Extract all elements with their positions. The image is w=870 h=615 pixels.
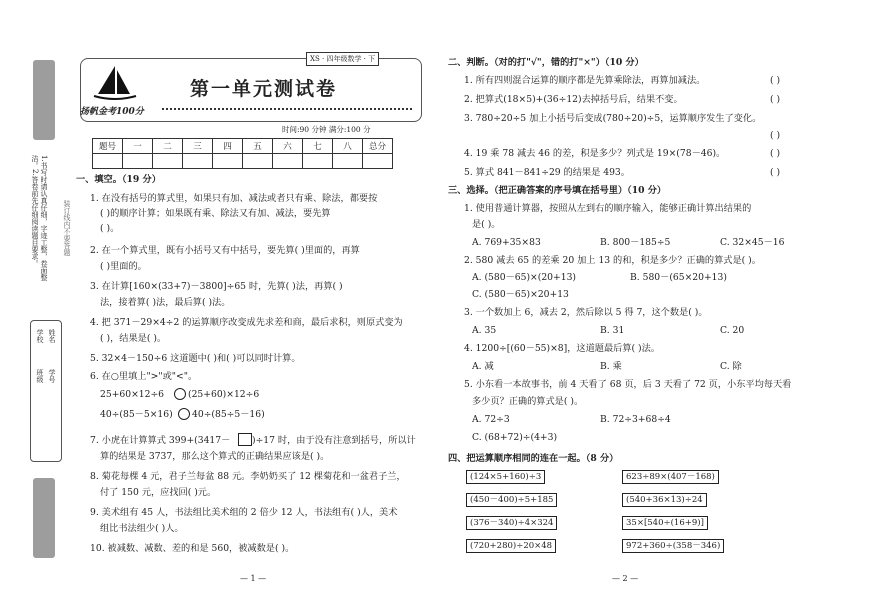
q1-line1: 1. 在没有括号的算式里，如果只有加、减法或者只有乘、除法，都要按 bbox=[90, 193, 378, 204]
binding-gray-block-top bbox=[33, 60, 55, 140]
score-head: 二 bbox=[153, 139, 183, 154]
sailboat-logo-icon bbox=[90, 64, 140, 102]
score-head: 一 bbox=[123, 139, 153, 154]
choice-3-option-b[interactable]: B. 31 bbox=[600, 325, 625, 336]
match-left-4[interactable]: (720+280)÷20×48 bbox=[466, 539, 556, 553]
choice-1-option-b[interactable]: B. 800－185÷5 bbox=[600, 237, 671, 248]
score-head: 四 bbox=[213, 139, 243, 154]
q8-line2: 付了 150 元，应找回( )元。 bbox=[100, 487, 217, 498]
score-table bbox=[92, 138, 393, 169]
choice-4-option-c[interactable]: C. 除 bbox=[720, 361, 742, 372]
title-divider bbox=[162, 108, 412, 110]
judge-2-paren[interactable]: ( ) bbox=[770, 94, 781, 105]
match-left-1[interactable]: (124×5+160)÷3 bbox=[466, 470, 545, 484]
id-field[interactable]: 学号 bbox=[48, 369, 56, 383]
judge-2: 2. 把算式(18×5)+(36÷12)去掉括号后，结果不变。 bbox=[464, 94, 683, 105]
score-cell[interactable] bbox=[303, 154, 333, 169]
choice-4: 4. 1200÷[(60－55)×8]，这道题最后算( )法。 bbox=[464, 343, 660, 354]
q6-expr-a: 25+60×12÷6 bbox=[100, 389, 165, 400]
choice-1-line2: 是( )。 bbox=[472, 219, 501, 230]
q7-line2: 算的结果是 3737，那么这个算式的正确结果应该是( )。 bbox=[100, 451, 330, 462]
score-cell[interactable] bbox=[363, 154, 393, 169]
judge-1: 1. 所有四则混合运算的顺序都是先算乘除法，再算加减法。 bbox=[464, 75, 706, 86]
choice-4-option-b[interactable]: B. 乘 bbox=[600, 361, 622, 372]
q6-expr-c: 40÷(85－5×16) bbox=[100, 409, 173, 420]
page-number-2: — 2 — bbox=[612, 574, 639, 583]
time-score: 时间:90 分钟 满分:100 分 bbox=[282, 125, 371, 134]
q7-line1a: 7. 小虎在计算算式 399+(3417－ bbox=[90, 435, 231, 446]
q9-line1: 9. 美术组有 45 人，书法组比美术组的 2 倍少 12 人，书法组有( )人，美术 bbox=[90, 507, 398, 518]
q3-line2: 法，接着算( )法，最后算( )法。 bbox=[100, 297, 231, 308]
q4-line2: ( )，结果是( )。 bbox=[100, 333, 167, 344]
score-head: 题号 bbox=[93, 139, 123, 154]
q3-line1: 3. 在计算[160×(33+7)－3800]÷65 时，先算( )法，再算( ) bbox=[90, 281, 343, 292]
blank-box[interactable] bbox=[238, 433, 252, 446]
series-label: XS · 四年级数学 · 下 bbox=[306, 52, 379, 66]
binding-instructions-box bbox=[30, 155, 60, 295]
section-3-title: 三、选择。（把正确答案的序号填在括号里）（10 分） bbox=[448, 185, 667, 196]
page-1 bbox=[70, 0, 425, 615]
choice-2-option-a[interactable]: A. (580－65)×(20+13) bbox=[472, 272, 577, 283]
match-right-3[interactable]: 35×[540÷(16+9)] bbox=[622, 516, 708, 530]
choice-5-line2: 多少页？正确的算式是( )。 bbox=[472, 396, 584, 407]
section-2-title: 二、判断。（对的打"√"，错的打"×"）（10 分） bbox=[448, 57, 644, 68]
section-1-title: 一、填空。（19 分） bbox=[76, 174, 161, 185]
score-head: 五 bbox=[243, 139, 273, 154]
choice-4-option-a[interactable]: A. 减 bbox=[472, 361, 494, 372]
student-info-box bbox=[30, 320, 62, 462]
q10: 10. 被减数、减数、差的和是 560，被减数是( )。 bbox=[90, 543, 295, 554]
q6-expr-b: (25+60)×12÷6 bbox=[188, 389, 260, 400]
class-field[interactable]: 班级 bbox=[36, 369, 44, 383]
choice-1-line1: 1. 使用普通计算器，按照从左到右的顺序输入，能够正确计算出结果的 bbox=[464, 203, 752, 214]
match-right-2[interactable]: (540+36×13)÷24 bbox=[622, 493, 707, 507]
q5: 5. 32×4－150÷6 这道题中( )和( )可以同时计算。 bbox=[90, 353, 301, 364]
judge-3: 3. 780÷20÷5 加上小括号后变成(780÷20)÷5，运算顺序发生了变化。 bbox=[464, 113, 762, 124]
judge-3-paren[interactable]: ( ) bbox=[770, 130, 781, 141]
score-cell[interactable] bbox=[93, 154, 123, 169]
choice-3-option-a[interactable]: A. 35 bbox=[472, 325, 497, 336]
score-cell[interactable] bbox=[183, 154, 213, 169]
choice-3: 3. 一个数加上 6，减去 2，然后除以 5 得 7，这个数是( )。 bbox=[464, 307, 708, 318]
compare-circle[interactable] bbox=[178, 408, 190, 420]
match-right-4[interactable]: 972+360÷(358－346) bbox=[622, 539, 724, 553]
q2-line2: ( )里面的。 bbox=[100, 261, 147, 272]
score-cell[interactable] bbox=[333, 154, 363, 169]
page-2 bbox=[440, 0, 870, 615]
q2-line1: 2. 在一个算式里，既有小括号又有中括号，要先算( )里面的，再算 bbox=[90, 245, 360, 256]
score-head: 总分 bbox=[363, 139, 393, 154]
choice-2-option-b[interactable]: B. 580－(65×20+13) bbox=[630, 272, 727, 283]
choice-5-option-b[interactable]: B. 72÷3+68÷4 bbox=[600, 414, 671, 425]
school-field[interactable]: 学校 bbox=[36, 329, 44, 343]
choice-2: 2. 580 减去 65 的差乘 20 加上 13 的和，积是多少？正确的算式是( )。 bbox=[464, 255, 761, 266]
section-4-title: 四、把运算顺序相同的连在一起。（8 分） bbox=[448, 453, 619, 464]
score-head: 三 bbox=[183, 139, 213, 154]
score-cell[interactable] bbox=[123, 154, 153, 169]
choice-2-option-c[interactable]: C. (580－65)×20+13 bbox=[472, 289, 569, 300]
choice-1-option-c[interactable]: C. 32×45－16 bbox=[720, 237, 785, 248]
q9-line2: 组比书法组少( )人。 bbox=[100, 523, 184, 534]
q8-line1: 8. 菊花每棵 4 元，君子兰每盆 88 元。李奶奶买了 12 棵菊花和一盆君子兰， bbox=[90, 471, 406, 482]
q1-line2: ( )的顺序计算；如果既有乘、除法又有加、减法，要先算 bbox=[100, 208, 331, 219]
binding-gray-block-bottom bbox=[33, 478, 55, 558]
logo-text: 扬帆金考100分 bbox=[80, 107, 144, 117]
score-cell[interactable] bbox=[243, 154, 273, 169]
binding-instructions: 1.书写时请认真仔细，字迹工整，卷面整洁。2.答卷前先仔细阅读题目要求。 bbox=[31, 155, 48, 281]
match-right-1[interactable]: 623÷89×(407－168) bbox=[622, 470, 719, 484]
score-cell[interactable] bbox=[153, 154, 183, 169]
match-left-3[interactable]: (376－340)÷4×324 bbox=[466, 516, 557, 530]
judge-1-paren[interactable]: ( ) bbox=[770, 75, 781, 86]
score-head: 八 bbox=[333, 139, 363, 154]
score-head: 六 bbox=[273, 139, 303, 154]
q6: 6. 在○里填上">"或"<"。 bbox=[90, 371, 198, 382]
q7-line1b: )÷17 时，由于没有注意到括号，所以计 bbox=[252, 435, 416, 446]
page-title: 第一单元测试卷 bbox=[190, 78, 338, 100]
match-left-2[interactable]: (450－400)÷5+185 bbox=[466, 493, 557, 507]
choice-5-option-c[interactable]: C. (68+72)÷(4+3) bbox=[472, 432, 558, 443]
choice-1-option-a[interactable]: A. 769+35×83 bbox=[472, 237, 541, 248]
binding-notice: 装订线内不要答题 bbox=[63, 200, 71, 256]
judge-5-paren[interactable]: ( ) bbox=[770, 167, 781, 178]
judge-5: 5. 算式 841－841÷29 的结果是 493。 bbox=[464, 167, 630, 178]
q1-line3: ( )。 bbox=[100, 223, 120, 234]
score-cell[interactable] bbox=[273, 154, 303, 169]
name-field[interactable]: 姓名 bbox=[48, 329, 56, 343]
score-head: 七 bbox=[303, 139, 333, 154]
choice-5-option-a[interactable]: A. 72÷3 bbox=[472, 414, 510, 425]
score-cell[interactable] bbox=[213, 154, 243, 169]
compare-circle[interactable] bbox=[174, 388, 186, 400]
binding-strip bbox=[0, 0, 70, 615]
q4-line1: 4. 把 371－29×4÷2 的运算顺序改变成先求差和商，最后求积，则原式变为 bbox=[90, 317, 403, 328]
page-number-1: — 1 — bbox=[240, 574, 267, 583]
choice-3-option-c[interactable]: C. 20 bbox=[720, 325, 745, 336]
judge-4: 4. 19 乘 78 减去 46 的差，积是多少？列式是 19×(78－46)。 bbox=[464, 148, 726, 159]
judge-4-paren[interactable]: ( ) bbox=[770, 148, 781, 159]
choice-5-line1: 5. 小东看一本故事书，前 4 天看了 68 页，后 3 天看了 72 页，小东平均每天看 bbox=[464, 379, 792, 390]
q6-expr-d: 40÷(85÷5－16) bbox=[192, 409, 265, 420]
